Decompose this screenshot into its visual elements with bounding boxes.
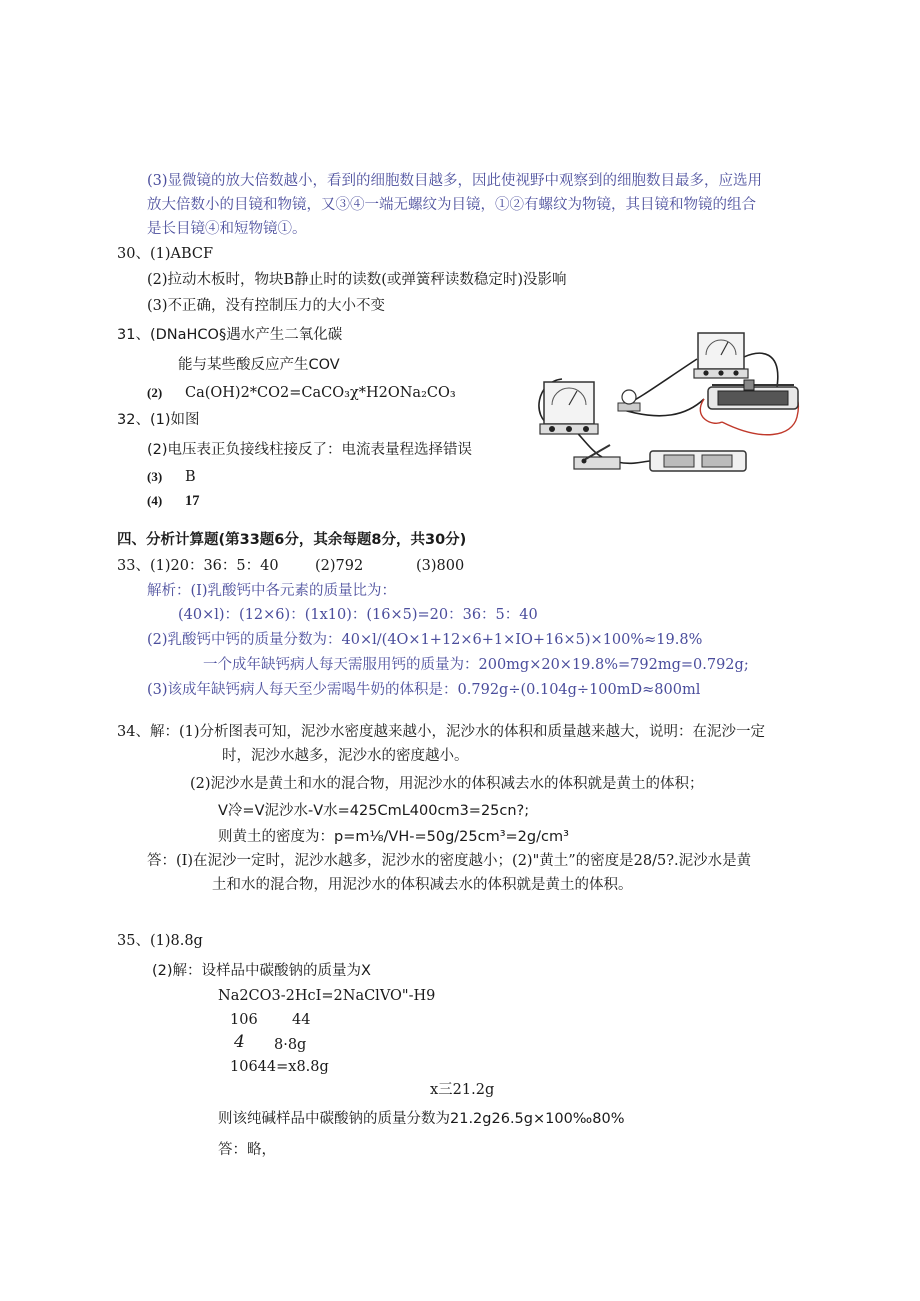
q29-part3-line2: 放大倍数小的目镜和物镜，又③④一端无螺纹为目镜，①②有螺纹为物镜，其目镜和物镜的组合 <box>147 197 756 213</box>
q35-mass-co2: 8·8g <box>274 1037 307 1053</box>
q34-density-calc: 则黄土的密度为：p=m⅛∕VH-=50g∕25cm³=2g∕cm³ <box>218 829 569 845</box>
switch-icon <box>574 445 620 469</box>
q35-ratio-106: 106 <box>230 1012 258 1028</box>
battery-icon <box>650 451 746 471</box>
q31-part1: 31、(DNaHCO§遇水产生二氧化碳 <box>117 327 343 343</box>
circuit-diagram <box>522 327 804 477</box>
q33-analysis-ratio: (40×l)：(12×6)：(1x10)：(16×5)=20：36：5：40 <box>178 607 538 623</box>
q32-part2: (2)电压表正负接线柱接反了：电流表量程选择错误 <box>147 442 473 458</box>
q34-part1-cont: 时，泥沙水越多，泥沙水的密度越小。 <box>222 748 469 764</box>
q35-equation: Na2CO3-2HcI=2NaClVO"-H9 <box>218 988 436 1004</box>
ammeter-icon <box>694 333 748 378</box>
q33-analysis-3: (3)该成年缺钙病人每天至少需喝牛奶的体积是：0.792g÷(0.104g÷100mD≈800ml <box>147 682 701 698</box>
q32-part4-answer: 17 <box>185 493 200 509</box>
q32-part3-answer: B <box>185 469 196 485</box>
q31-part2-label: (2) <box>147 385 163 400</box>
q31-part2-equation: Ca(OH)2*CO2=CaCO₃χ*H2ONa₂CO₃ <box>185 385 456 401</box>
q29-part3-line3: 是长目镜④和短物镜①。 <box>147 221 307 237</box>
q35-proportion: 10644=x8.8g <box>230 1059 329 1075</box>
q35-ratio-44: 44 <box>292 1012 311 1028</box>
q35-result-x: x三21.2g <box>430 1082 495 1098</box>
q29-part3-line1: (3)显微镜的放大倍数越小，看到的细胞数目越多，因此使视野中观察到的细胞数目最多，应选用 <box>147 173 763 189</box>
q35-mass-fraction: 则该纯碱样品中碳酸钠的质量分数为21.2g26.5g×100‰80% <box>218 1111 625 1127</box>
voltmeter-icon <box>540 382 598 434</box>
q33-analysis-2-cont: 一个成年缺钙病人每天需服用钙的质量为：200mg×20×19.8%=792mg=0.792g; <box>203 657 749 673</box>
q33-answer-2: (2)792 <box>315 558 364 574</box>
q35-unknown: 4 <box>234 1032 245 1052</box>
q35-answer: 答：略， <box>218 1142 276 1158</box>
q34-part2: (2)泥沙水是黄土和水的混合物，用泥沙水的体积减去水的体积就是黄土的体积； <box>190 776 704 792</box>
q34-part1: 34、解：(1)分析图表可知，泥沙水密度越来越小，泥沙水的体积和质量越来越大，说明：在泥沙一定 <box>117 724 765 740</box>
q32-part3-label: (3) <box>147 469 163 484</box>
q33-answer-3: (3)800 <box>416 558 465 574</box>
q31-part1-cont: 能与某些酸反应产生COV <box>178 357 340 373</box>
rheostat-icon <box>708 380 798 409</box>
section-four-heading: 四、分析计算题(第33题6分，其余每题8分，共30分) <box>117 532 467 548</box>
q30-part1: 30、(1)ABCF <box>117 246 214 262</box>
q33-analysis-1: 解析：(I)乳酸钙中各元素的质量比为： <box>147 583 397 599</box>
q32-part1: 32、(1)如图 <box>117 412 200 428</box>
q34-answer: 答：(I)在泥沙一定时，泥沙水越多，泥沙水的密度越小；(2)"黄土”的密度是28/5?.泥沙水是黄 <box>147 853 752 869</box>
q33-answer-1: 33、(1)20：36：5：40 <box>117 558 279 574</box>
q34-answer-cont: 土和水的混合物，用泥沙水的体积减去水的体积就是黄土的体积。 <box>212 877 633 893</box>
q30-part3: (3)不正确，没有控制压力的大小不变 <box>147 298 386 314</box>
lamp-icon <box>618 390 640 411</box>
q35-part2-setup: (2)解：设样品中碳酸钠的质量为X <box>152 963 371 979</box>
q32-part4-label: (4) <box>147 493 163 508</box>
q33-analysis-2: (2)乳酸钙中钙的质量分数为：40×l∕(4O×1+12×6+1×IO+16×5)×100%≈19.8% <box>147 632 703 648</box>
q34-volume-calc: V冷=V泥沙水-V水=425CmL400cm3=25cn?; <box>218 803 530 819</box>
q35-part1: 35、(1)8.8g <box>117 933 203 949</box>
q30-part2: (2)拉动木板时，物块B静止时的读数(或弹簧秤读数稳定时)没影响 <box>147 272 567 288</box>
